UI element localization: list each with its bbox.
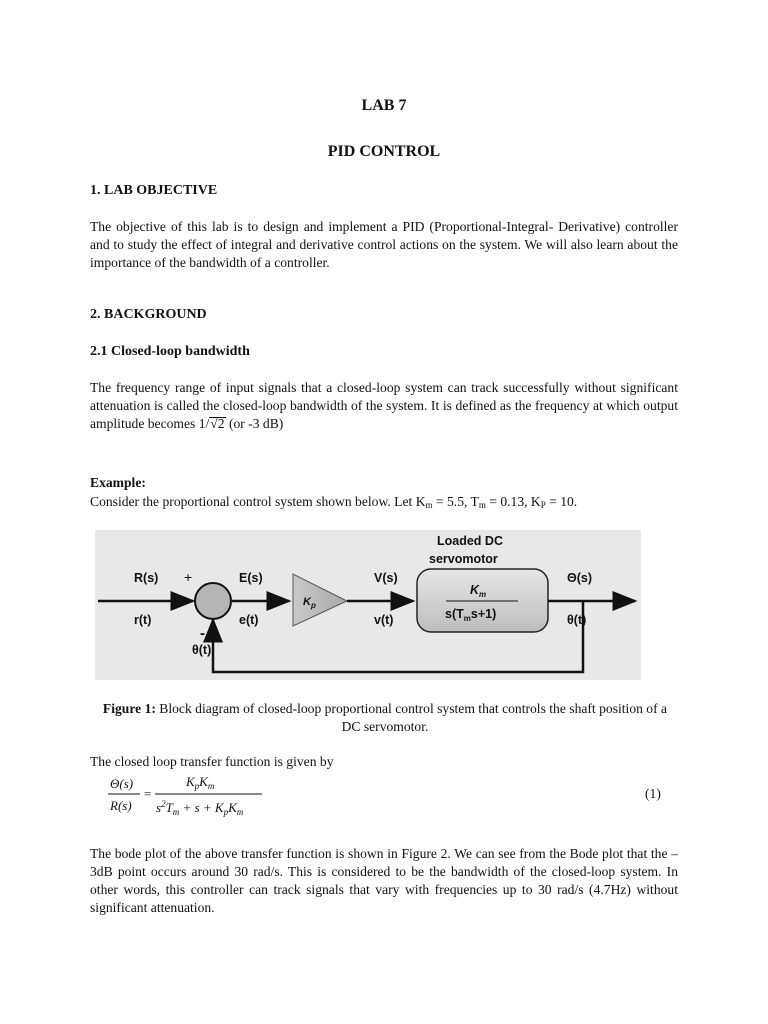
plant-title-line2: servomotor [429, 552, 498, 566]
equation-number: (1) [645, 786, 661, 801]
summing-junction [195, 583, 231, 619]
label-v: v(t) [374, 613, 394, 627]
sqrt-symbol: √2 [210, 416, 225, 431]
section1-paragraph: The objective of this lab is to design and implement a PID (Proportional-Integral- Derivative) controller and to study the effect of integral and derivative control actions on the system. We will also learn about the importance of the bandwidth of a controller. [90, 219, 678, 270]
label-plus: + [184, 569, 193, 585]
example-text-c: = 0.13, K [485, 494, 541, 509]
label-E: E(s) [239, 571, 263, 585]
eq-lhs-numerator: Θ(s) [110, 776, 134, 791]
section2-subheading: 2.1 Closed-loop bandwidth [90, 344, 250, 359]
block-diagram [95, 530, 641, 680]
kp-subscript: P [540, 500, 546, 510]
bode-paragraph: The bode plot of the above transfer function is shown in Figure 2. We can see from the Bode plot that the –3dB point occurs around 30 rad/s. This is considered to be the bandwidth of the closed-loop system. In other words, this controller can track signals that vary with frequencies up to 30 rad/s (4.7Hz) without significant attenuation. [90, 846, 678, 915]
example-text [90, 494, 678, 510]
section2-text-a: The frequency range of input signals that a closed-loop system can track successfully without significant attenuation is called the closed-loop bandwidth of the system. It is defined as the frequency at which output amplitude becomes 1/ [90, 380, 678, 431]
tm-subscript: m [478, 500, 486, 510]
figure-caption-text: Block diagram of closed-loop proportional control system that controls the shaft position of a DC servomotor. [155, 701, 668, 734]
plant-numerator: $K_m$ [470, 583, 487, 599]
section2-text-b: (or -3 dB) [225, 416, 284, 431]
lab-number: LAB 7 [361, 97, 407, 114]
label-minus: - [200, 625, 205, 642]
km-subscript: m [425, 500, 433, 510]
plant-title-line1: Loaded DC [437, 534, 503, 548]
transfer-equation [100, 772, 300, 820]
section2-heading: 2. BACKGROUND [90, 307, 207, 322]
eq-rhs-numerator: $K_pK_m$ [186, 774, 215, 791]
gain-block [293, 574, 347, 626]
eq-lhs-denominator: R(s) [110, 798, 132, 813]
section2-paragraph [90, 379, 678, 433]
example-heading: Example: [90, 475, 146, 490]
sqrt-value: 2 [217, 416, 225, 431]
label-Theta: Θ(s) [567, 571, 592, 585]
label-V: V(s) [374, 571, 398, 585]
label-R: R(s) [134, 571, 159, 585]
plant-denominator: $s(T_ms+1)$ [445, 607, 497, 623]
example-text-a: Consider the proportional control system shown below. Let K [90, 494, 426, 509]
label-e: e(t) [239, 613, 259, 627]
lab-title: PID CONTROL [327, 143, 441, 160]
section1-heading: 1. LAB OBJECTIVE [90, 183, 218, 198]
label-theta-feedback: θ(t) [192, 643, 212, 657]
label-r: r(t) [134, 613, 152, 627]
figure-caption [95, 700, 675, 736]
eq-rhs-denominator: $s^2T_m + s + K_pK_m$ [156, 799, 244, 817]
example-text-d: = 10. [545, 494, 578, 509]
label-theta: θ(t) [567, 613, 587, 627]
figure-label: Figure 1: [102, 701, 156, 716]
transfer-intro: The closed loop transfer function is given by [90, 754, 334, 769]
gain-label: $K_p$ [303, 596, 316, 610]
example-text-b: = 5.5, T [432, 494, 479, 509]
eq-equals: = [144, 786, 152, 801]
